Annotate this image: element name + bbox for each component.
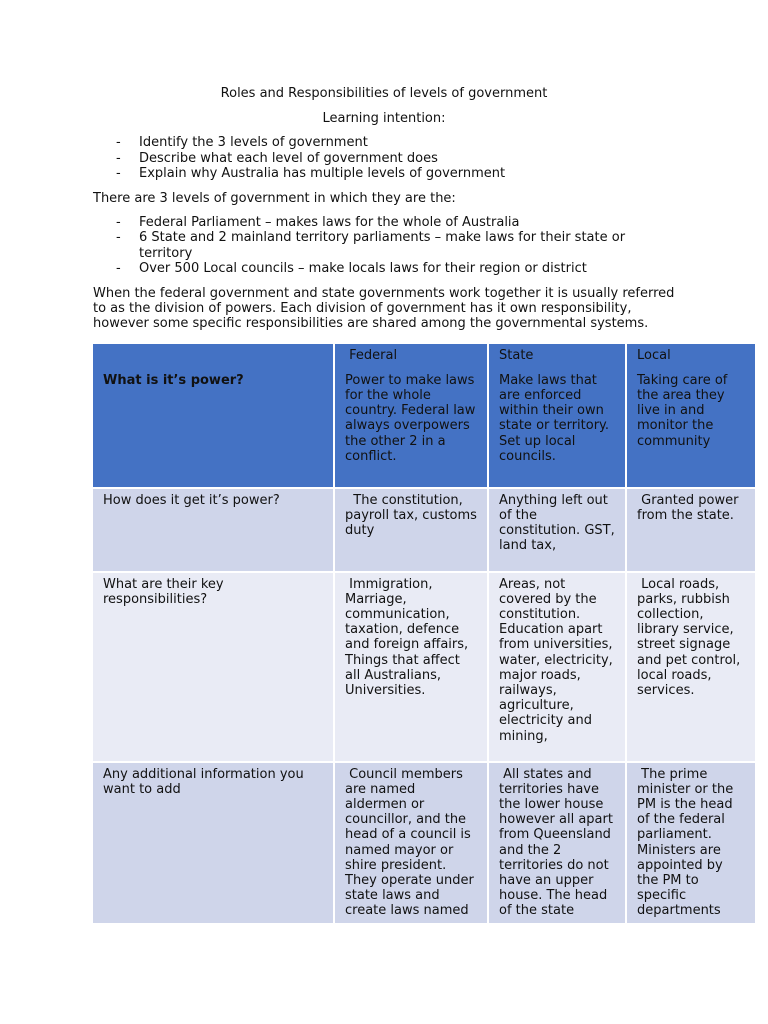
local-power: Taking care of the area they live in and monitor the community	[637, 372, 728, 449]
table-cell: Granted power from the state.	[627, 489, 755, 571]
row-label: What are their key responsibilities?	[93, 573, 333, 761]
list-item: - Over 500 Local councils – make locals laws for their region or district	[93, 261, 679, 276]
learning-intention-list	[93, 135, 753, 181]
table-cell: Anything left out of the constitution. GST, land tax,	[489, 489, 625, 571]
table-header-cell	[335, 344, 487, 487]
list-item: - 6 State and 2 mainland territory parliaments – make laws for their state or territory	[93, 230, 679, 260]
learning-intention-heading: Learning intention:	[322, 111, 446, 127]
table-cell: Council members are named aldermen or councillor, and the head of a council is named mayor or shire president. They operate under state laws and create laws named	[335, 763, 487, 923]
list-item: - Identify the 3 levels of government	[93, 135, 679, 150]
table-cell: Immigration, Marriage, communication, taxation, defence and foreign affairs, Things that affect all Australians, Universities.	[335, 573, 487, 761]
document-page	[93, 86, 753, 925]
federal-power: Power to make laws for the whole country. Federal law always overpowers the other 2 in a conflict.	[345, 372, 476, 464]
levels-list	[93, 215, 753, 276]
column-name-federal: Federal	[345, 347, 398, 363]
column-name-state: State	[499, 347, 534, 363]
table-cell: All states and territories have the lower house however all apart from Queensland and the 2 territories do not have an upper house. The head of the state	[489, 763, 625, 923]
levels-intro: There are 3 levels of government in which they are the:	[93, 191, 456, 207]
list-item: - Federal Parliament – makes laws for the whole of Australia	[93, 215, 679, 230]
column-name-local: Local	[637, 347, 671, 363]
row-label: How does it get it’s power?	[93, 489, 333, 571]
table-header-cell	[93, 344, 333, 487]
table-row	[93, 573, 755, 761]
table-cell: Local roads, parks, rubbish collection, library service, street signage and pet control, local roads, services.	[627, 573, 755, 761]
table-cell: Areas, not covered by the constitution. Education apart from universities, water, electricity, major roads, railways, agriculture, electricity and mining,	[489, 573, 625, 761]
list-item: - Explain why Australia has multiple levels of government	[93, 166, 679, 181]
table-cell: The constitution, payroll tax, customs duty	[335, 489, 487, 571]
document-title: Roles and Responsibilities of levels of government	[220, 86, 548, 101]
table-header-cell	[489, 344, 625, 487]
state-power: Make laws that are enforced within their own state or territory. Set up local councils.	[499, 372, 610, 464]
row-label-power: What is it’s power?	[103, 372, 244, 388]
table-header-cell	[627, 344, 755, 487]
division-paragraph: When the federal government and state governments work together it is usually referred to as the division of powers. Each division of government has it own responsibility, however some specific responsibilities are shared among the governmental systems.	[93, 286, 675, 332]
table-header-row	[93, 344, 755, 487]
table-row	[93, 489, 755, 571]
table-row	[93, 763, 755, 923]
row-label: Any additional information you want to add	[93, 763, 333, 923]
government-table	[91, 342, 757, 925]
list-item: - Describe what each level of government does	[93, 151, 679, 166]
table-cell: The prime minister or the PM is the head of the federal parliament. Ministers are appointed by the PM to specific departments	[627, 763, 755, 923]
